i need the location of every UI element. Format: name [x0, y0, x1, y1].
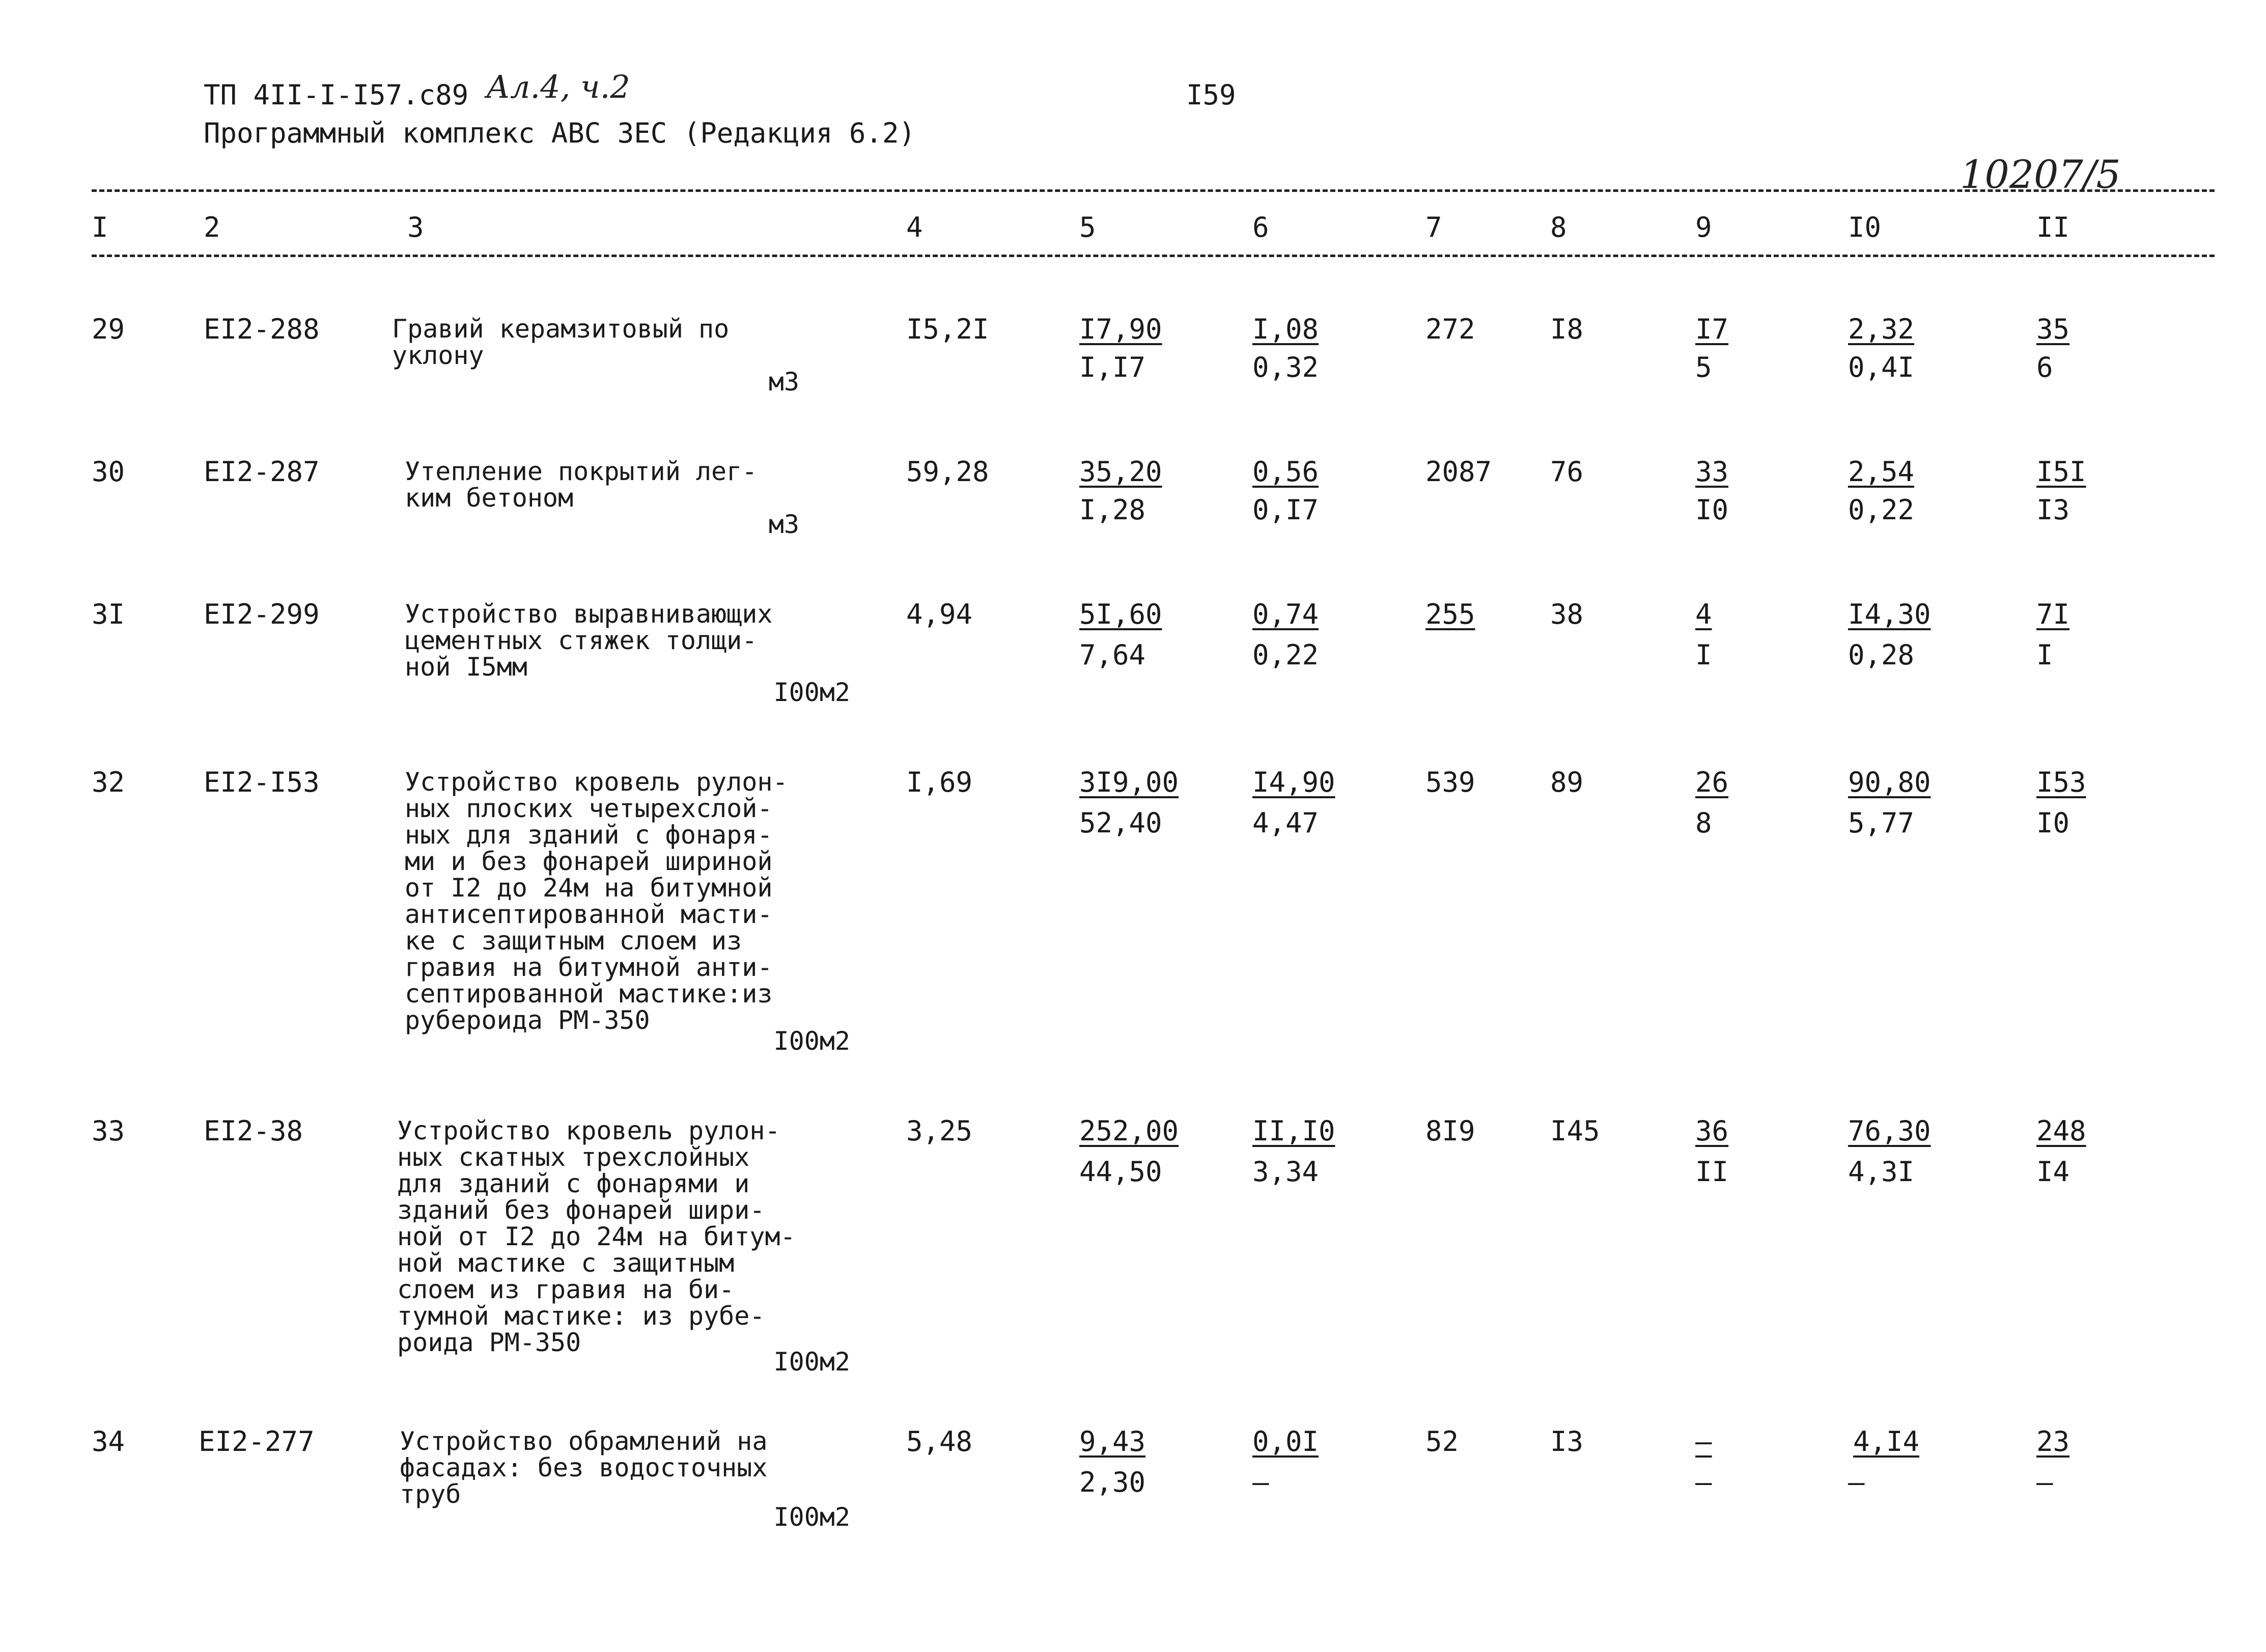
col-header-11: II [2036, 211, 2070, 243]
handwritten-code: 10207/5 [1960, 152, 2121, 197]
col-header-9: 9 [1695, 211, 1712, 243]
row-col6-bottom: 0,I7 [1252, 494, 1319, 526]
col-header-6: 6 [1252, 211, 1269, 243]
row-col9-bottom: II [1695, 1156, 1729, 1188]
row-col10-bottom: 0,28 [1848, 639, 1915, 671]
row-col11-top: I53 [2036, 766, 2086, 798]
row-col6-top: I,08 [1252, 313, 1319, 345]
row-col7: 255 [1425, 598, 1475, 630]
row-col6-bottom: – [1252, 1466, 1269, 1498]
row-col5-top: 5I,60 [1079, 598, 1162, 630]
row-col9-top: I7 [1695, 313, 1729, 345]
row-col6-top: II,I0 [1252, 1115, 1335, 1147]
row-col5-bottom: 52,40 [1079, 807, 1162, 839]
row-col9-top: – [1695, 1425, 1712, 1458]
row-col6-top: 0,74 [1252, 598, 1319, 630]
row-description: Устройство обрамлений на фасадах: без водосточных труб [400, 1426, 768, 1509]
row-col5-top: I7,90 [1079, 313, 1162, 345]
row-col10-top: 4,I4 [1853, 1425, 1920, 1458]
row-col5-bottom: 2,30 [1079, 1466, 1146, 1498]
col-header-3: 3 [407, 211, 424, 243]
row-col9-bottom: 5 [1695, 351, 1712, 383]
row-col9-bottom: I [1695, 639, 1712, 671]
row-code: ЕI2-299 [204, 598, 320, 630]
handwritten-ref: Ал.4, ч.2 [486, 68, 630, 105]
row-col5-top: 35,20 [1079, 456, 1162, 488]
row-col5-top: 252,00 [1079, 1115, 1179, 1147]
row-col10-top: 2,54 [1848, 456, 1915, 488]
row-col5-bottom: 44,50 [1079, 1156, 1162, 1188]
row-description: Устройство кровель рулон- ных плоских четырехслой- ных для зданий с фонаря- ми и без фонарей шириной от I2 до 24м на битумной антисептированной масти- ке с защитным слоем из гравия на битумной анти- септированной мастике:из рубероида РМ-350 [405, 767, 788, 1035]
row-col9-top: 33 [1695, 456, 1729, 488]
row-col9-top: 4 [1695, 598, 1712, 630]
row-col6-bottom: 4,47 [1252, 807, 1319, 839]
row-col7: 272 [1425, 313, 1475, 345]
row-description: Устройство кровель рулон- ных скатных трехслойных для зданий с фонарями и зданий без фонарей шири- ной от I2 до 24м на битум- ной мастике с защитным слоем из гравия на би- тумной мастике: из рубе- роида РМ-350 [397, 1116, 796, 1357]
row-col11-top: I5I [2036, 456, 2086, 488]
row-code: ЕI2-38 [204, 1115, 303, 1147]
row-number: 32 [92, 766, 125, 798]
col-header-1: I [92, 211, 108, 243]
row-code: ЕI2-I53 [204, 766, 320, 798]
row-col8: I8 [1550, 313, 1584, 345]
row-col6-bottom: 0,22 [1252, 639, 1319, 671]
row-col5-bottom: I,I7 [1079, 351, 1146, 383]
row-col6-bottom: 3,34 [1252, 1156, 1319, 1188]
row-col10-top: 90,80 [1848, 766, 1931, 798]
row-col9-top: 36 [1695, 1115, 1729, 1147]
row-code: ЕI2-287 [204, 456, 320, 488]
row-col6-top: 0,0I [1252, 1425, 1319, 1458]
row-number: 30 [92, 456, 125, 488]
row-col5-top: 3I9,00 [1079, 766, 1179, 798]
row-col10-bottom: 0,22 [1848, 494, 1915, 526]
col-header-7: 7 [1425, 211, 1442, 243]
row-col10-bottom: 5,77 [1848, 807, 1915, 839]
row-col7: 8I9 [1425, 1115, 1475, 1147]
program-title: Программный комплекс АВС 3ЕС (Редакция 6.2) [204, 117, 915, 149]
col-header-2: 2 [204, 211, 220, 243]
page-number: I59 [1186, 79, 1236, 111]
row-col5-bottom: I,28 [1079, 494, 1146, 526]
row-unit: м3 [768, 367, 799, 397]
row-col10-top: 2,32 [1848, 313, 1915, 345]
row-unit: I00м2 [773, 1026, 850, 1056]
doc-ref: ТП 4II-I-I57.с89 [204, 79, 469, 111]
row-col4: 59,28 [906, 456, 989, 488]
col-header-5: 5 [1079, 211, 1096, 243]
row-col11-bottom: I0 [2036, 807, 2070, 839]
row-col9-top: 26 [1695, 766, 1729, 798]
row-col11-top: 7I [2036, 598, 2070, 630]
row-description: Гравий керамзитовый по уклону [392, 314, 730, 370]
row-col5-bottom: 7,64 [1079, 639, 1146, 671]
row-col9-bottom: 8 [1695, 807, 1712, 839]
row-col11-top: 23 [2036, 1425, 2070, 1458]
row-col5-top: 9,43 [1079, 1425, 1146, 1458]
row-number: 33 [92, 1115, 125, 1147]
row-col11-bottom: I3 [2036, 494, 2070, 526]
col-header-10: I0 [1848, 211, 1882, 243]
row-col6-top: 0,56 [1252, 456, 1319, 488]
top-rule [92, 189, 2215, 192]
row-unit: м3 [768, 510, 799, 539]
row-col10-top: 76,30 [1848, 1115, 1931, 1147]
row-col4: I,69 [906, 766, 973, 798]
col-header-8: 8 [1550, 211, 1567, 243]
row-col4: 4,94 [906, 598, 973, 630]
row-col7: 52 [1425, 1425, 1459, 1458]
row-number: 29 [92, 313, 125, 345]
row-col11-bottom: I [2036, 639, 2053, 671]
row-col6-bottom: 0,32 [1252, 351, 1319, 383]
row-col8: 89 [1550, 766, 1584, 798]
header-rule [92, 255, 2215, 257]
row-col9-bottom: I0 [1695, 494, 1729, 526]
row-col4: 3,25 [906, 1115, 973, 1147]
row-col4: I5,2I [906, 313, 989, 345]
row-col7: 2087 [1425, 456, 1492, 488]
row-col10-bottom: – [1848, 1466, 1865, 1498]
row-number: 3I [92, 598, 125, 630]
row-col8: I3 [1550, 1425, 1584, 1458]
row-unit: I00м2 [773, 1502, 850, 1532]
row-col6-top: I4,90 [1252, 766, 1335, 798]
row-code: ЕI2-277 [199, 1425, 315, 1458]
row-unit: I00м2 [773, 678, 850, 707]
row-col4: 5,48 [906, 1425, 973, 1458]
row-col10-bottom: 0,4I [1848, 351, 1915, 383]
row-col8: 38 [1550, 598, 1584, 630]
row-col9-bottom: – [1695, 1466, 1712, 1498]
row-col11-bottom: 6 [2036, 351, 2053, 383]
row-col11-top: 248 [2036, 1115, 2086, 1147]
row-col8: I45 [1550, 1115, 1600, 1147]
row-col11-bottom: I4 [2036, 1156, 2070, 1188]
row-unit: I00м2 [773, 1347, 850, 1377]
row-number: 34 [92, 1425, 125, 1458]
row-description: Утепление покрытий лег- ким бетоном [405, 457, 758, 513]
row-col10-bottom: 4,3I [1848, 1156, 1915, 1188]
row-col10-top: I4,30 [1848, 598, 1931, 630]
row-code: ЕI2-288 [204, 313, 320, 345]
row-col8: 76 [1550, 456, 1584, 488]
row-description: Устройство выравнивающих цементных стяжек толщи- ной I5мм [405, 599, 773, 682]
row-col11-bottom: – [2036, 1466, 2053, 1498]
col-header-4: 4 [906, 211, 923, 243]
row-col11-top: 35 [2036, 313, 2070, 345]
row-col7: 539 [1425, 766, 1475, 798]
